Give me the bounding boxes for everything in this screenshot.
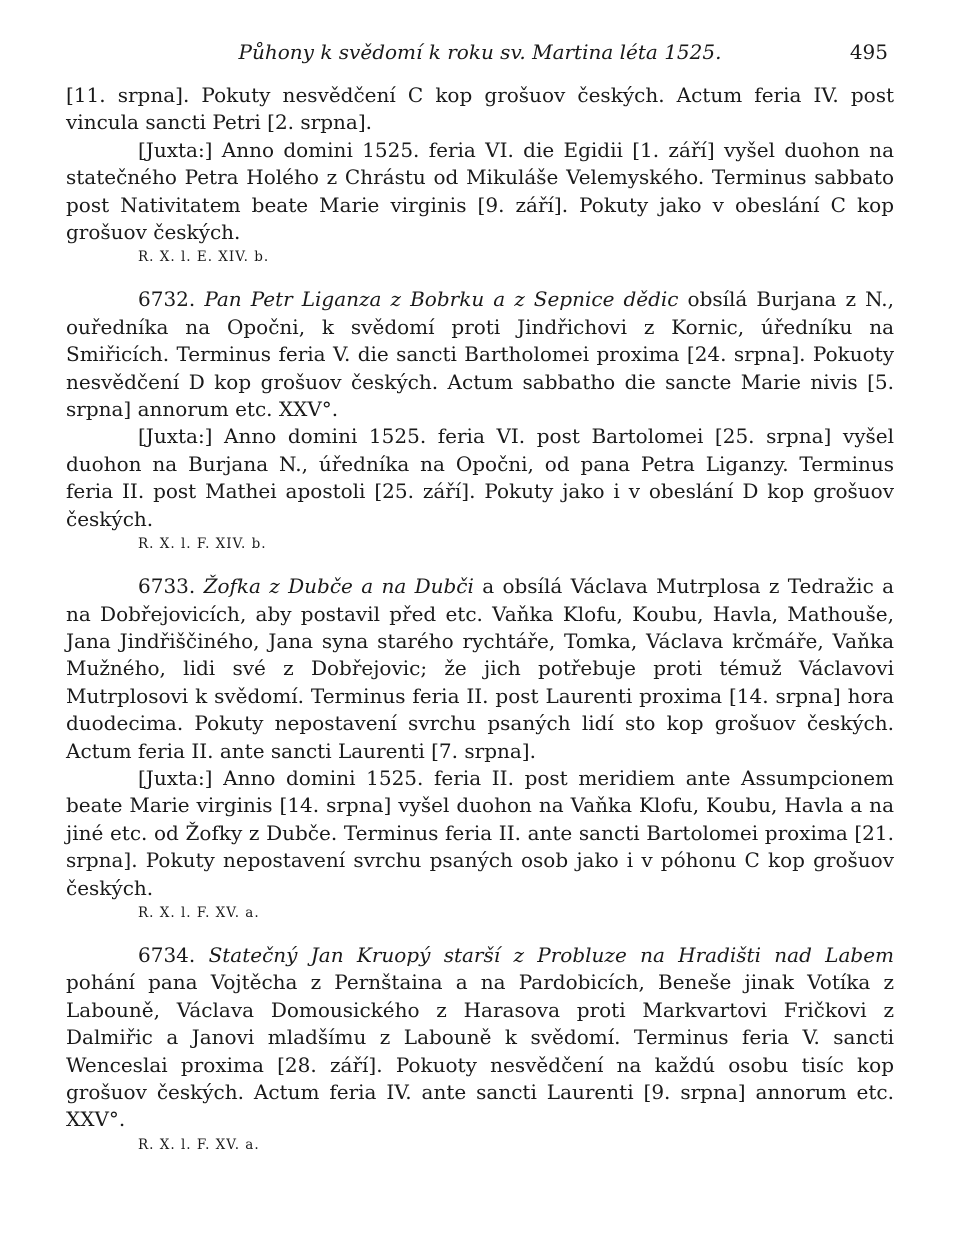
- entry-number: 6732.: [138, 287, 196, 312]
- entry-party: Statečný Jan Kruopý starší z Probluze na Hradišti nad Labem: [208, 942, 894, 967]
- running-header: [66, 40, 894, 82]
- entry-number: 6734.: [138, 942, 196, 967]
- juxta-paragraph: [Juxta:] Anno domini 1525. feria II. post meridiem ante Assumpcionem beate Marie virginis [14. srpna] vyšel duohon na Vaňka Klofu, Koubu, Havla a na jiné etc. od Žofky z Dubče. Terminus feria II. ante sancti Bartolomei proxima [21. srpna]. Pokuty nepostavení svrchu psaných osob jako i v póhonu C kop grošuov českých.: [66, 765, 894, 900]
- entry-6733: [66, 573, 894, 765]
- running-title: Půhony k svědomí k roku sv. Martina léta 1525.: [238, 40, 722, 64]
- entry-party: Pan Petr Liganza z Bobrku a z Sepnice dědic: [204, 287, 679, 312]
- entry-6734: [66, 942, 894, 1134]
- archive-reference: R. X. l. F. XIV. b.: [138, 536, 267, 553]
- entry-6732: [66, 286, 894, 423]
- body-text: [66, 82, 894, 1156]
- entry-party: Žofka z Dubče a na Dubči: [203, 574, 474, 599]
- entry-text: a obsílá Václava Mutrplosa z Tedražic a na Dobřejovicích, aby postavil před etc. Vaňka Klofu, Koubu, Havla, Mathouše, Jana Jindřiščiného, Jana syna starého rychtáře, Tomka, Václava krčmáře, Vaňka Mužného, lidi své z Dobřejovic; že jich potřebuje proti témuž Václavovi Mutrplosovi k svědomí. Terminus feria II. post Laurenti proxima [14. srpna] hora duodecima. Pokuty nepostavení svrchu psaných lidí sto kop grošuov českých. Actum feria II. ante sancti Laurenti [7. srpna].: [66, 574, 895, 763]
- juxta-paragraph: [Juxta:] Anno domini 1525. feria VI. post Bartolomei [25. srpna] vyšel duohon na Burjana N., úředníka na Opočni, od pana Petra Liganzy. Terminus feria II. post Mathei apostoli [25. září]. Pokuty jako i v obeslání D kop grošuov českých.: [66, 424, 894, 531]
- continuation-paragraph: [11. srpna]. Pokuty nesvědčení C kop grošuov českých. Actum feria IV. post vincula sancti Petri [2. srpna].: [66, 83, 894, 135]
- archive-reference: R. X. l. F. XV. a.: [138, 1136, 260, 1153]
- entry-text: obsílá Burjana z N., ouředníka na Opočni, k svědomí proti Jindřichovi z Kornic, úředníku na Smiřicích. Terminus feria V. die sancti Bartholomei proxima [24. srpna]. Pokuoty nesvědčení D kop grošuov českých. Actum sabbatho die sancte Marie nivis [5. srpna] annorum etc. XXV°.: [66, 287, 895, 422]
- juxta-paragraph: [Juxta:] Anno domini 1525. feria VI. die Egidii [1. září] vyšel duohon na statečného Petra Holého z Chrástu od Mikuláše Velemyského. Terminus sabbato post Nativitatem beate Marie virginis [9. září]. Pokuty jako v obeslání C kop grošuov českých.: [66, 137, 894, 245]
- entry-number: 6733.: [138, 574, 196, 599]
- entry-text: pohání pana Vojtěcha z Pernštaina a na Pardobicích, Beneše jinak Votíka z Labouně, Václava Domousického z Harasova proti Markvartovi Fričkovi z Dalmiřic a Janovi mladšímu z Labouně k svědomí. Terminus feria V. sancti Wenceslai proxima [28. září]. Pokuoty nesvědčení na každú osobu tisíc kop grošuov českých. Actum feria IV. ante sancti Laurenti [9. srpna] annorum etc. XXV°.: [66, 970, 894, 1132]
- archive-reference: R. X. l. F. XV. a.: [138, 904, 260, 921]
- page-number: 495: [849, 40, 888, 64]
- archive-reference: R. X. l. E. XIV. b.: [138, 249, 270, 266]
